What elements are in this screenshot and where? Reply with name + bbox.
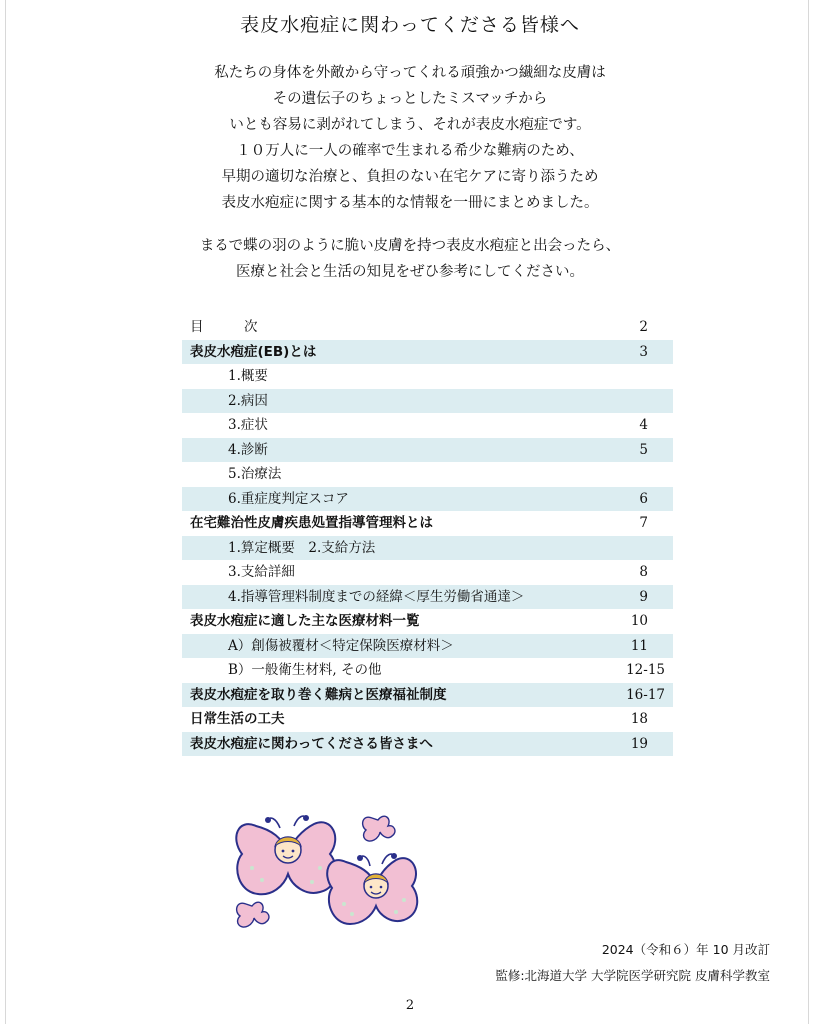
toc-page-number: 7 (639, 515, 648, 531)
toc-page-number: 6 (639, 490, 648, 507)
toc-section-row[interactable] (182, 609, 673, 634)
toc-item-label: 1.概要 (228, 368, 268, 384)
intro-line: まるで蝶の羽のように脆い皮膚を持つ表皮水疱症と出会ったら、 (199, 238, 621, 254)
toc-section-row[interactable] (182, 683, 673, 708)
toc-page-number: 9 (639, 588, 648, 605)
small-butterfly (363, 816, 395, 841)
table-of-contents (182, 315, 673, 756)
page-title: 表皮水疱症に関わってくださる皆様へ (240, 14, 580, 36)
intro-line: 表皮水疱症に関する基本的な情報を一冊にまとめました。 (221, 195, 599, 211)
toc-section-label: 表皮水疱症(EB)とは (190, 343, 317, 360)
toc-item-row[interactable] (182, 585, 673, 610)
toc-heading: 目 次 (190, 319, 258, 335)
antenna-tip (357, 855, 363, 861)
toc-item-label: 3.支給詳細 (228, 564, 295, 580)
toc-item-label: 1.算定概要 2.支給方法 (228, 539, 376, 556)
toc-item-label: 2.病因 (228, 392, 268, 409)
toc-item-row[interactable] (182, 364, 673, 389)
toc-section-label: 表皮水疱症に適した主な医療材料一覧 (190, 613, 420, 629)
toc-item-row[interactable] (182, 438, 673, 463)
toc-item-label: A）創傷被覆材＜特定保険医療材料＞ (228, 637, 454, 654)
toc-page-number: 2 (639, 319, 648, 335)
toc-section-row[interactable] (182, 732, 673, 757)
toc-page-number: 4 (639, 417, 648, 433)
revision-date: 2024（令和６）年 10 月改訂 (601, 942, 770, 957)
toc-item-row[interactable] (182, 462, 673, 487)
intro-paragraph-2 (0, 233, 820, 285)
antenna-tip (303, 815, 309, 821)
toc-item-label: 5.治療法 (228, 466, 282, 482)
toc-item-row[interactable] (182, 389, 673, 414)
toc-section-label: 在宅難治性皮膚疾患処置指導管理料とは (190, 515, 433, 531)
child-eye (282, 850, 285, 853)
toc-item-row[interactable] (182, 658, 673, 683)
intro-line: いとも容易に剥がれてしまう、それが表皮水疱症です。 (229, 117, 591, 133)
toc-item-row[interactable] (182, 634, 673, 659)
antenna-tip (391, 853, 397, 859)
toc-page-number: 12-15 (626, 662, 665, 678)
toc-item-row[interactable] (182, 536, 673, 561)
intro-line: 早期の適切な治療と、負担のない在宅ケアに寄り添うため (221, 169, 599, 185)
toc-page-number: 11 (630, 637, 648, 654)
toc-page-number: 3 (639, 343, 648, 360)
toc-item-label: 3.症状 (228, 417, 268, 433)
intro-line: 私たちの身体を外敵から守ってくれる頑強かつ繊細な皮膚は (214, 65, 606, 81)
toc-page-number: 5 (639, 441, 648, 458)
toc-heading-row (182, 315, 673, 340)
toc-page-number: 8 (639, 564, 648, 580)
toc-item-row[interactable] (182, 413, 673, 438)
toc-page-number: 18 (630, 711, 648, 727)
toc-item-row[interactable] (182, 560, 673, 585)
toc-section-row[interactable] (182, 707, 673, 732)
toc-item-row[interactable] (182, 487, 673, 512)
toc-page-number: 19 (630, 735, 648, 752)
toc-page-number: 10 (630, 613, 648, 629)
intro-line: 医療と社会と生活の知見をぜひ参考にしてください。 (236, 264, 584, 280)
child-eye (370, 886, 373, 889)
toc-page-number: 16-17 (626, 686, 665, 703)
toc-item-label: 4.診断 (228, 441, 268, 458)
antenna-tip (265, 817, 271, 823)
toc-section-label: 表皮水疱症に関わってくださる皆さまへ (190, 735, 433, 752)
intro-line: その遺伝子のちょっとしたミスマッチから (272, 91, 548, 107)
toc-section-label: 日常生活の工夫 (190, 711, 285, 727)
child-eye (380, 886, 383, 889)
butterfly-children-illustration (228, 808, 428, 936)
toc-item-label: 6.重症度判定スコア (228, 490, 349, 507)
supervisor-credit: 監修:北海道大学 大学院医学研究院 皮膚科学教室 (495, 968, 770, 983)
child-eye (292, 850, 295, 853)
intro-paragraph-1 (0, 60, 820, 216)
small-butterfly (237, 902, 269, 927)
toc-item-label: 4.指導管理料制度までの経緯＜厚生労働省通達＞ (228, 588, 525, 605)
page-number: 2 (405, 998, 415, 1013)
toc-item-label: B）一般衛生材料, その他 (228, 662, 382, 678)
intro-line: １０万人に一人の確率で生まれる希少な難病のため、 (236, 143, 584, 159)
large-butterfly-antennae (268, 816, 306, 828)
toc-section-label: 表皮水疱症を取り巻く難病と医療福祉制度 (190, 686, 447, 703)
toc-section-row[interactable] (182, 340, 673, 365)
toc-section-row[interactable] (182, 511, 673, 536)
